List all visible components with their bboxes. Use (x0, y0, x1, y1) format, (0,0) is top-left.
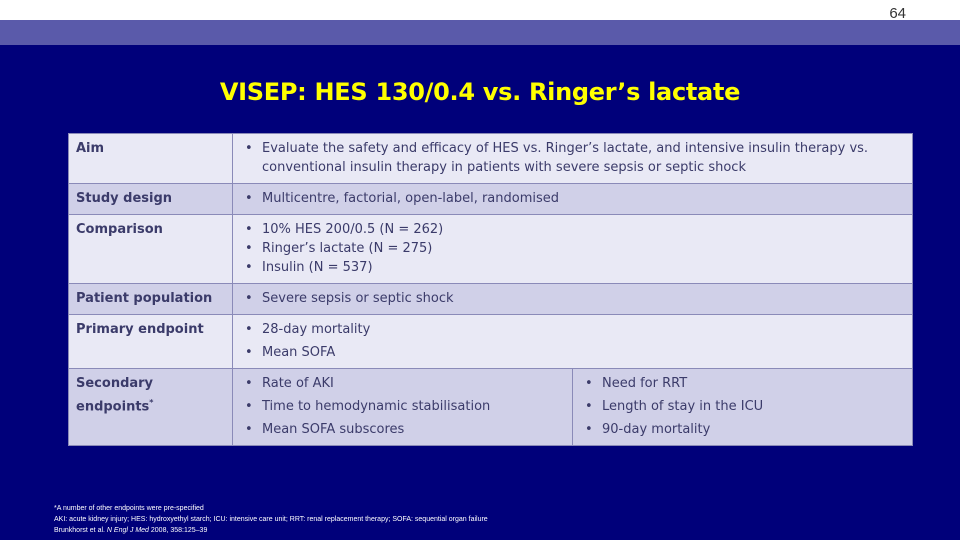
abbreviations-line: AKI: acute kidney injury; HES: hydroxyethyl starch; ICU: intensive care unit; RRT: renal replacement therapy; SOFA: sequential organ failure (54, 516, 488, 523)
patient-population-list (240, 289, 905, 308)
row-value-comparison (233, 215, 913, 284)
footnote-marker: * (149, 398, 154, 407)
slide-title: VISEP: HES 130/0.4 vs. Ringer’s lactate (219, 78, 741, 106)
table-row-comparison (69, 215, 913, 284)
list-item: • Rate of AKI (240, 374, 565, 393)
aim-list (240, 139, 905, 177)
primary-endpoint-list (240, 320, 905, 362)
comparison-list (240, 220, 905, 277)
row-label-patient-population: Patient population (69, 284, 233, 315)
study-summary-table (68, 133, 913, 446)
row-label-secondary-endpoints (69, 369, 233, 446)
row-value-primary-endpoint (233, 315, 913, 369)
list-item: • 28-day mortality (240, 320, 905, 339)
row-value-aim (233, 134, 913, 184)
list-item: • Mean SOFA subscores (240, 420, 565, 439)
list-item: • Time to hemodynamic stabilisation (240, 397, 565, 416)
row-value-secondary-left (233, 369, 573, 446)
header-band (0, 20, 960, 45)
table-row-study-design (69, 184, 913, 215)
list-item: • 90-day mortality (580, 420, 905, 439)
footnotes (54, 503, 488, 536)
list-item: • Ringer’s lactate (N = 275) (240, 239, 905, 258)
table-row-primary-endpoint (69, 315, 913, 369)
row-value-patient-population (233, 284, 913, 315)
list-item: • Length of stay in the ICU (580, 397, 905, 416)
list-item: • 10% HES 200/0.5 (N = 262) (240, 220, 905, 239)
row-value-secondary-right (573, 369, 913, 446)
secondary-endpoints-right-list (580, 374, 905, 439)
list-item: • Severe sepsis or septic shock (240, 289, 905, 308)
list-item: • Need for RRT (580, 374, 905, 393)
study-design-list (240, 189, 905, 208)
citation-line (54, 525, 488, 536)
citation-reference: 2008, 358:125–39 (148, 527, 208, 534)
footnote-line: *A number of other endpoints were pre-specified (54, 505, 204, 512)
row-label-study-design: Study design (69, 184, 233, 215)
row-label-comparison: Comparison (69, 215, 233, 284)
table-row-secondary-endpoints (69, 369, 913, 446)
list-item: • Multicentre, factorial, open-label, randomised (240, 189, 905, 208)
table-row-aim (69, 134, 913, 184)
citation-journal: N Engl J Med (106, 527, 149, 534)
secondary-endpoints-left-list (240, 374, 565, 439)
top-white-strip (0, 0, 960, 20)
row-label-primary-endpoint: Primary endpoint (69, 315, 233, 369)
list-item: • Insulin (N = 537) (240, 258, 905, 277)
slide-number: 64 (889, 5, 906, 22)
list-item: • Mean SOFA (240, 343, 905, 362)
row-label-aim: Aim (69, 134, 233, 184)
row-value-study-design (233, 184, 913, 215)
secondary-endpoints-label: Secondary endpoints (76, 376, 154, 415)
list-item: • Evaluate the safety and efficacy of HES vs. Ringer’s lactate, and intensive insulin therapy vs. conventional insulin therapy in patients with severe sepsis or septic shock (240, 139, 905, 177)
citation-authors: Brunkhorst et al. (54, 527, 107, 534)
table-row-patient-population (69, 284, 913, 315)
